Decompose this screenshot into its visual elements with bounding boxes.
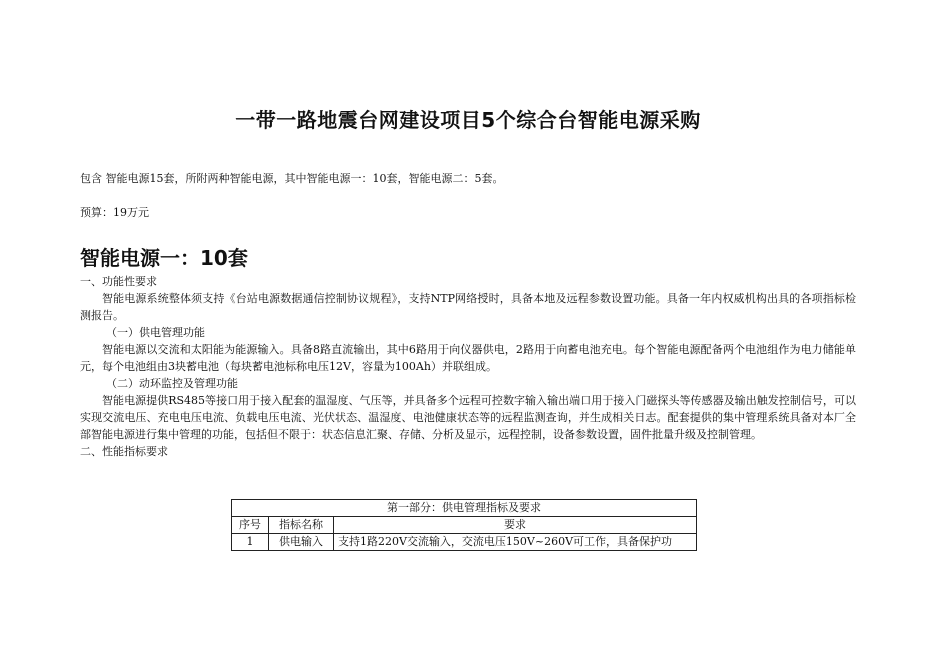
table-caption: 第一部分：供电管理指标及要求 <box>232 500 697 517</box>
section-body <box>80 273 856 460</box>
cell-requirement: 支持1路220V交流输入，交流电压150V~260V可工作，具备保护功 <box>334 534 697 551</box>
budget-line: 预算：19万元 <box>80 206 149 219</box>
env-monitor-text: 智能电源提供RS485等接口用于接入配套的温湿度、气压等，并具备多个远程可控数字输入输出端口用于接入门磁探头等传感器及输出触发控制信号，可以实现交流电压、充电电压电流、负载电压电流、光伏状态、温湿度、电池健康状态等的远程监测查询，并生成相关日志。配套提供的集中管理系统具备对本厂全部智能电源进行集中管理的功能，包括但不限于：状态信息汇聚、存储、分析及显示，远程控制，设备参数设置，固件批量升级及控制管理。 <box>80 394 856 441</box>
header-metric: 指标名称 <box>269 517 334 534</box>
spec-table <box>231 499 697 551</box>
power-mgmt-text: 智能电源以交流和太阳能为能源输入。具备8路直流输出，其中6路用于向仪器供电，2路用于向蓄电池充电。每个智能电源配备两个电池组作为电力储能单元，每个电池组由3块蓄电池（每块蓄电池标称电压12V，容量为100Ah）并联组成。 <box>80 343 856 373</box>
cell-metric: 供电输入 <box>269 534 334 551</box>
header-requirement: 要求 <box>334 517 697 534</box>
power-mgmt-heading: （一）供电管理功能 <box>106 326 205 339</box>
page-title: 一带一路地震台网建设项目5个综合台智能电源采购 <box>235 108 701 132</box>
table-header-row <box>232 517 697 534</box>
performance-heading: 二、性能指标要求 <box>80 445 168 458</box>
header-index: 序号 <box>232 517 269 534</box>
functional-req-heading: 一、功能性要求 <box>80 275 157 288</box>
section-heading: 智能电源一：10套 <box>80 246 248 270</box>
functional-req-text: 智能电源系统整体须支持《台站电源数据通信控制协议规程》，支持NTP网络授时，具备本地及远程参数设置功能。具备一年内权威机构出具的各项指标检测报告。 <box>80 292 856 322</box>
env-monitor-heading: （二）动环监控及管理功能 <box>106 377 238 390</box>
cell-index: 1 <box>232 534 269 551</box>
table-row <box>232 534 697 551</box>
intro-paragraph: 包含 智能电源15套，所附两种智能电源，其中智能电源一：10套，智能电源二：5套。 <box>80 172 504 185</box>
